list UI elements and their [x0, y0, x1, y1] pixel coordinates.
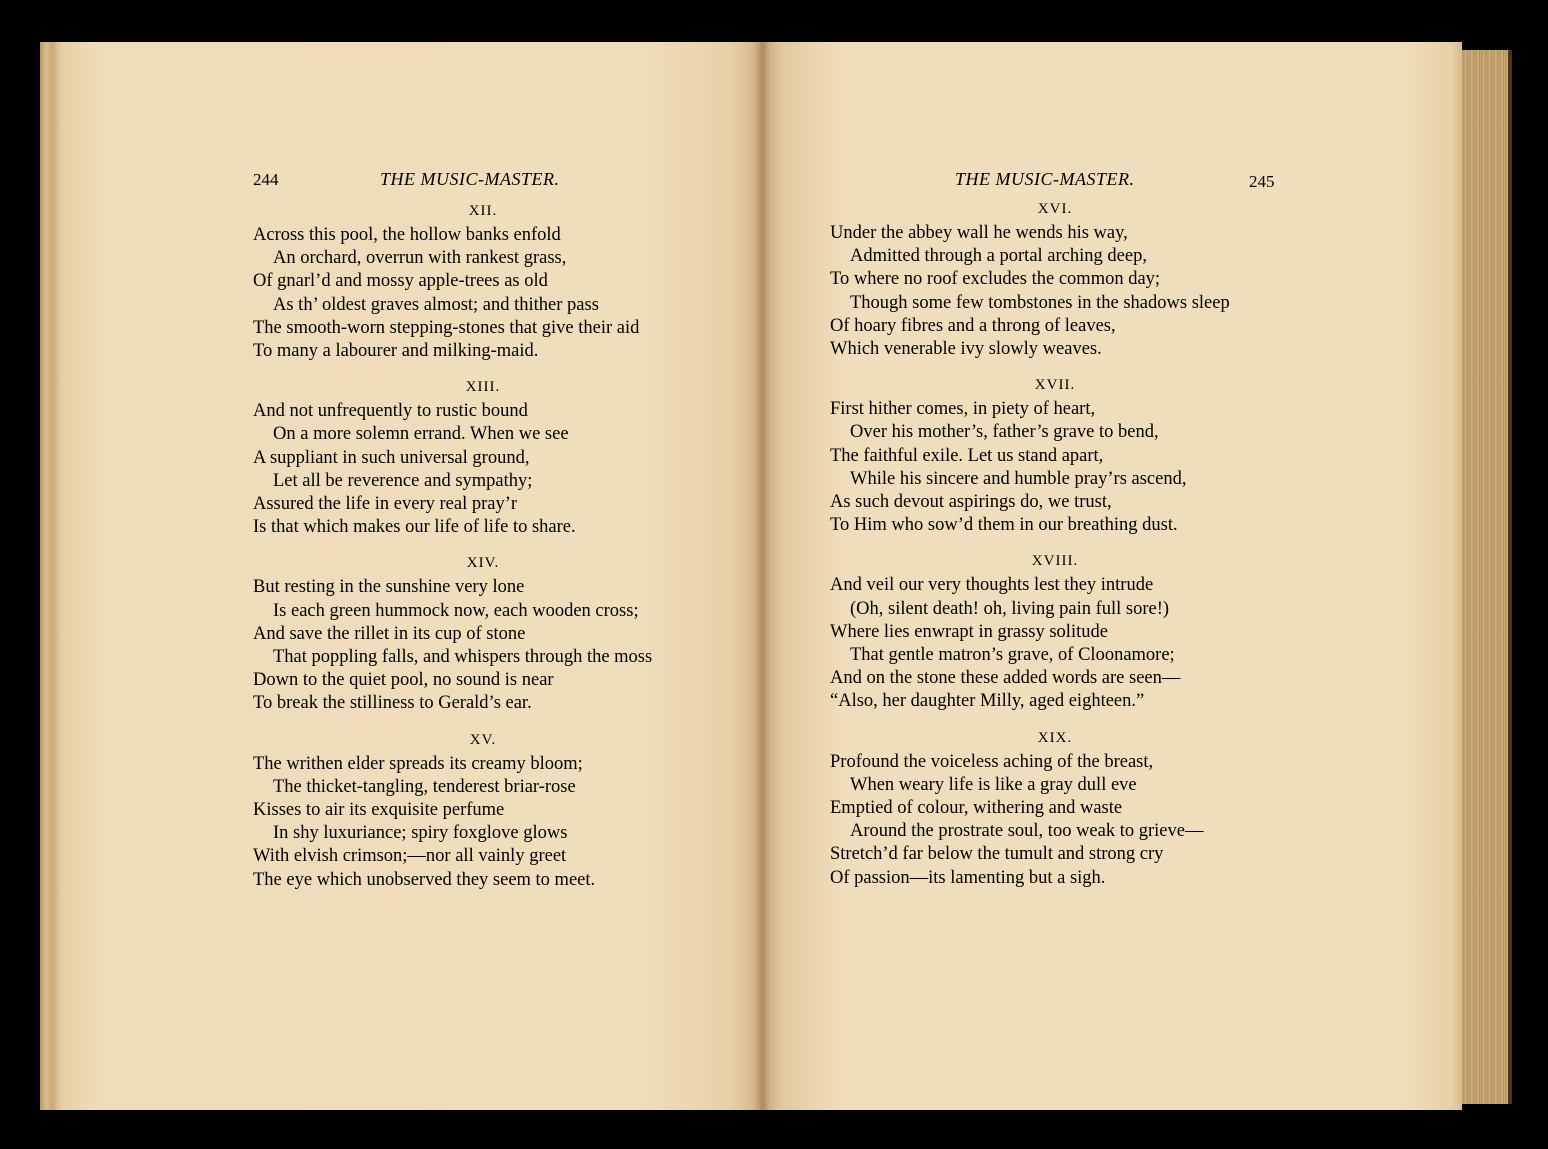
verse-line: When weary life is like a gray dull eve	[850, 774, 1137, 795]
verse-line: While his sincere and humble pray’rs ascend,	[850, 468, 1187, 489]
left-poem-column	[253, 200, 713, 905]
stanza-numeral: XIX.	[1037, 729, 1073, 746]
verse-line: And veil our very thoughts lest they intrude	[830, 575, 1154, 596]
verse-line: And not unfrequently to rustic bound	[253, 401, 528, 422]
verse-line: Under the abbey wall he wends his way,	[830, 223, 1128, 243]
verse-line: Of gnarl’d and mossy apple-trees as old	[253, 271, 548, 292]
stanza	[830, 550, 1280, 713]
verse-line: In shy luxuriance; spiry foxglove glows	[273, 823, 568, 844]
verse-line: To Him who sow’d them in our breathing dust.	[830, 515, 1178, 536]
verse-line: Emptied of colour, withering and waste	[830, 798, 1123, 819]
verse-line: To break the stilliness to Gerald’s ear.	[253, 693, 532, 714]
stanza-numeral: XVIII.	[1031, 553, 1079, 570]
verse-line: That gentle matron’s grave, of Cloonamore;	[850, 645, 1175, 666]
verse-line: Where lies enwrapt in grassy solitude	[830, 621, 1108, 642]
stanza-numeral: XIII.	[465, 379, 501, 396]
verse-line: As such devout aspirings do, we trust,	[830, 492, 1112, 513]
verse-line: The faithful exile. Let us stand apart,	[830, 445, 1104, 466]
stanza-numeral: XV.	[469, 731, 497, 748]
stanza	[830, 198, 1280, 361]
page-edges	[1462, 50, 1512, 1104]
stanza-numeral: XVII.	[1034, 377, 1076, 394]
verse-line: Is each green hummock now, each wooden cross;	[273, 600, 639, 621]
left-running-head: THE MUSIC-MASTER.	[380, 169, 560, 189]
left-page-number: 244	[253, 170, 279, 189]
right-page-number: 245	[1249, 172, 1275, 191]
verse-line: With elvish crimson;—nor all vainly greet	[253, 846, 567, 867]
verse-line: “Also, her daughter Milly, aged eighteen.”	[830, 691, 1145, 712]
verse-line: An orchard, overrun with rankest grass,	[273, 248, 567, 269]
verse-line: Profound the voiceless aching of the breast,	[830, 751, 1154, 772]
stanza	[830, 374, 1280, 537]
verse-line: Of hoary fibres and a throng of leaves,	[830, 315, 1116, 336]
verse-line: Let all be reverence and sympathy;	[273, 470, 533, 491]
stanza	[830, 727, 1280, 890]
verse-line: The thicket-tangling, tenderest briar-rose	[273, 776, 576, 797]
right-running-head: THE MUSIC-MASTER.	[955, 169, 1135, 189]
stanza-numeral: XVI.	[1037, 201, 1073, 217]
verse-line: Across this pool, the hollow banks enfold	[253, 225, 561, 245]
verse-line: To where no roof excludes the common day;	[830, 269, 1161, 290]
verse-line: But resting in the sunshine very lone	[253, 577, 525, 598]
verse-line: Over his mother’s, father’s grave to bend,	[850, 422, 1159, 443]
right-poem-column	[830, 198, 1280, 903]
verse-line: The eye which unobserved they seem to meet.	[253, 869, 596, 890]
verse-line: Stretch’d far below the tumult and strong cry	[830, 844, 1164, 865]
verse-line: Admitted through a portal arching deep,	[850, 246, 1147, 267]
stanza	[253, 552, 713, 715]
verse-line: Down to the quiet pool, no sound is near	[253, 670, 554, 691]
verse-line: And save the rillet in its cup of stone	[253, 623, 526, 644]
stanza-numeral: XII.	[468, 203, 498, 219]
verse-line: On a more solemn errand. When we see	[273, 424, 569, 445]
verse-line: Is that which makes our life of life to share.	[253, 517, 576, 538]
verse-line: (Oh, silent death! oh, living pain full sore!)	[850, 598, 1170, 619]
verse-line: The writhen elder spreads its creamy bloom;	[253, 753, 583, 774]
verse-line: The smooth-worn stepping-stones that give their aid	[253, 317, 640, 338]
verse-line: And on the stone these added words are seen—	[830, 668, 1181, 689]
verse-line: Though some few tombstones in the shadows sleep	[850, 292, 1230, 313]
stanza	[253, 729, 713, 892]
verse-line: Kisses to air its exquisite perfume	[253, 800, 505, 821]
verse-line: A suppliant in such universal ground,	[253, 447, 530, 468]
book-gutter	[754, 42, 770, 1110]
stanza-numeral: XIV.	[466, 555, 500, 572]
verse-line: Which venerable ivy slowly weaves.	[830, 339, 1102, 360]
verse-line: That poppling falls, and whispers through the moss	[273, 647, 653, 668]
stanza	[253, 376, 713, 539]
verse-line: To many a labourer and milking-maid.	[253, 341, 539, 362]
stanza	[253, 200, 713, 363]
verse-line: Around the prostrate soul, too weak to grieve—	[850, 821, 1204, 842]
verse-line: As th’ oldest graves almost; and thither pass	[273, 294, 599, 315]
verse-line: Of passion—its lamenting but a sigh.	[830, 867, 1106, 888]
verse-line: Assured the life in every real pray’r	[253, 494, 518, 515]
verse-line: First hither comes, in piety of heart,	[830, 399, 1096, 420]
